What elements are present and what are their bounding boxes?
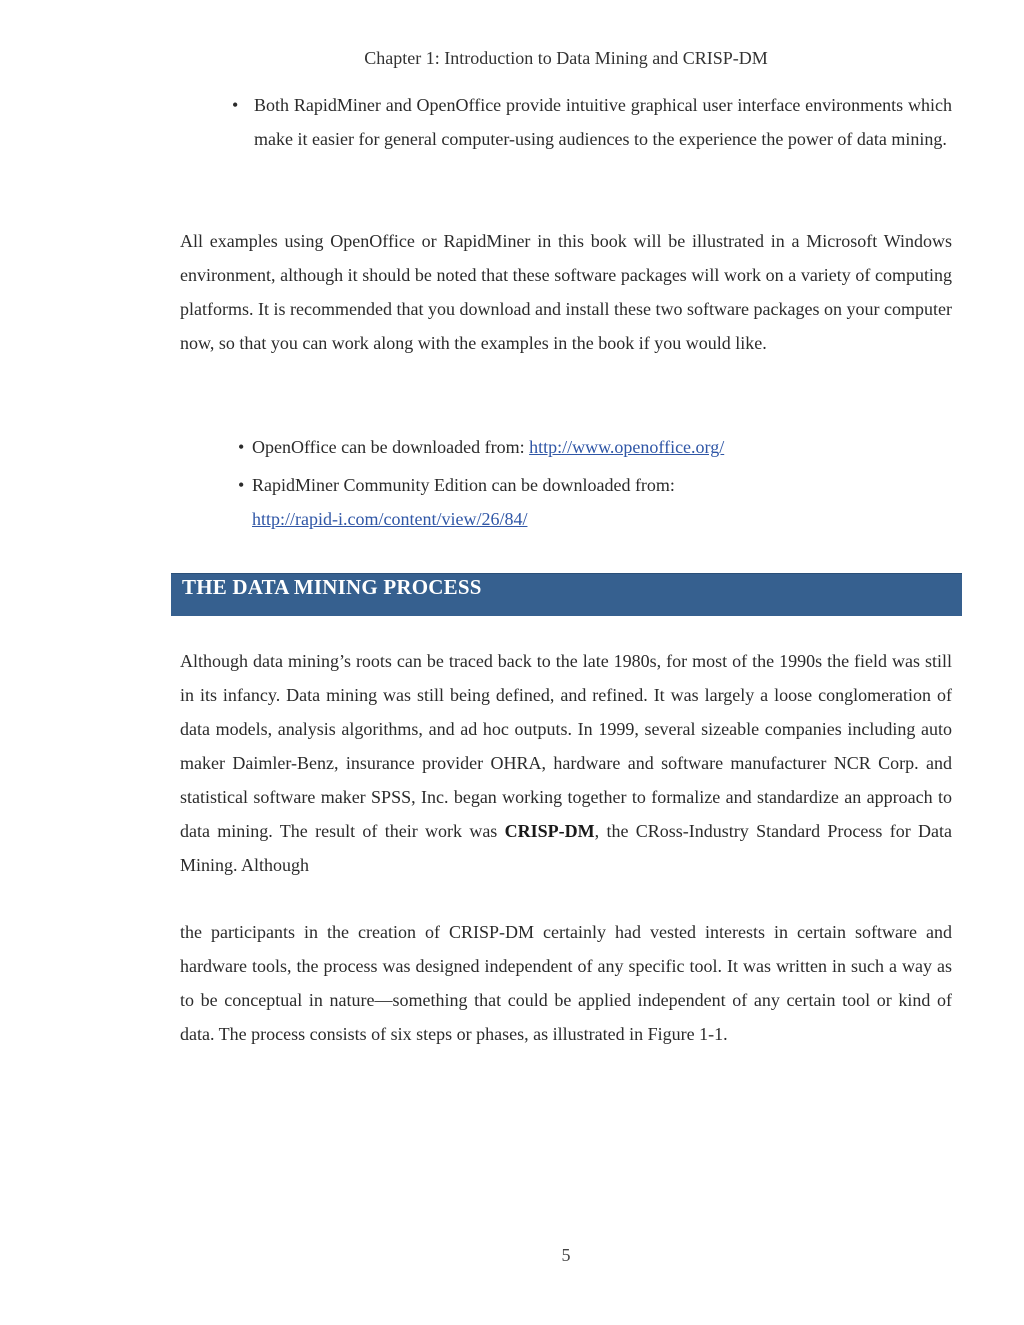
bullet-marker: •	[232, 95, 239, 115]
download-item-rapidminer	[238, 468, 952, 536]
history-text-start: Although data mining’s roots can be traced back to the late 1980s, for most of the 1990s the field was still in its infancy. Data mining was still being defined, and refined. It was largely a loose conglomeration of data models, analysis algorithms, and ad hoc outputs. In 1999, several sizeable companies including auto maker Daimler-Benz, insurance provider OHRA, hardware and software manufacturer NCR Corp. and statistical software maker SPSS, Inc. began working together to formalize and standardize an approach to data mining. The result of their work was	[180, 651, 952, 841]
page-header: Chapter 1: Introduction to Data Mining and CRISP-DM	[364, 48, 768, 68]
intro-bullet	[232, 88, 952, 156]
download-item-openoffice	[238, 430, 952, 464]
page-number: 5	[561, 1245, 571, 1265]
paragraph-platforms: All examples using OpenOffice or RapidMiner in this book will be illustrated in a Microsoft Windows environment, although it should be noted that these software packages will work on a variety of computing platforms. It is recommended that you download and install these two software packages on your computer now, so that you can work along with the examples in the book if you would like.	[180, 231, 952, 353]
openoffice-link[interactable]: http://www.openoffice.org/	[529, 437, 725, 457]
intro-bullet-text: Both RapidMiner and OpenOffice provide intuitive graphical user interface environments which make it easier for general computer-using audiences to the experience the power of data mining.	[254, 95, 952, 149]
crisp-dm-term: CRISP-DM	[504, 821, 595, 841]
history-text-end: , the CRoss-Industry Standard Process for Data Mining. Although	[180, 821, 952, 875]
download-list	[238, 430, 952, 540]
paragraph-process: the participants in the creation of CRISP-DM certainly had vested interests in certain software and hardware tools, the process was designed independent of any specific tool. It was written in such a way as to be conceptual in nature—something that could be applied independent of any certain tool or kind of data. The process consists of six steps or phases, as illustrated in Figure 1-1.	[180, 922, 952, 1044]
section-heading-band	[171, 573, 962, 616]
bullet-marker: •	[238, 437, 245, 457]
bullet-marker: •	[238, 475, 245, 495]
section-title: THE DATA MINING PROCESS	[182, 575, 482, 599]
paragraph-history	[180, 644, 952, 882]
openoffice-label: OpenOffice can be downloaded from:	[252, 437, 530, 457]
rapidminer-label: RapidMiner Community Edition can be downloaded from:	[252, 475, 675, 495]
rapidminer-link[interactable]: http://rapid-i.com/content/view/26/84/	[252, 509, 528, 529]
